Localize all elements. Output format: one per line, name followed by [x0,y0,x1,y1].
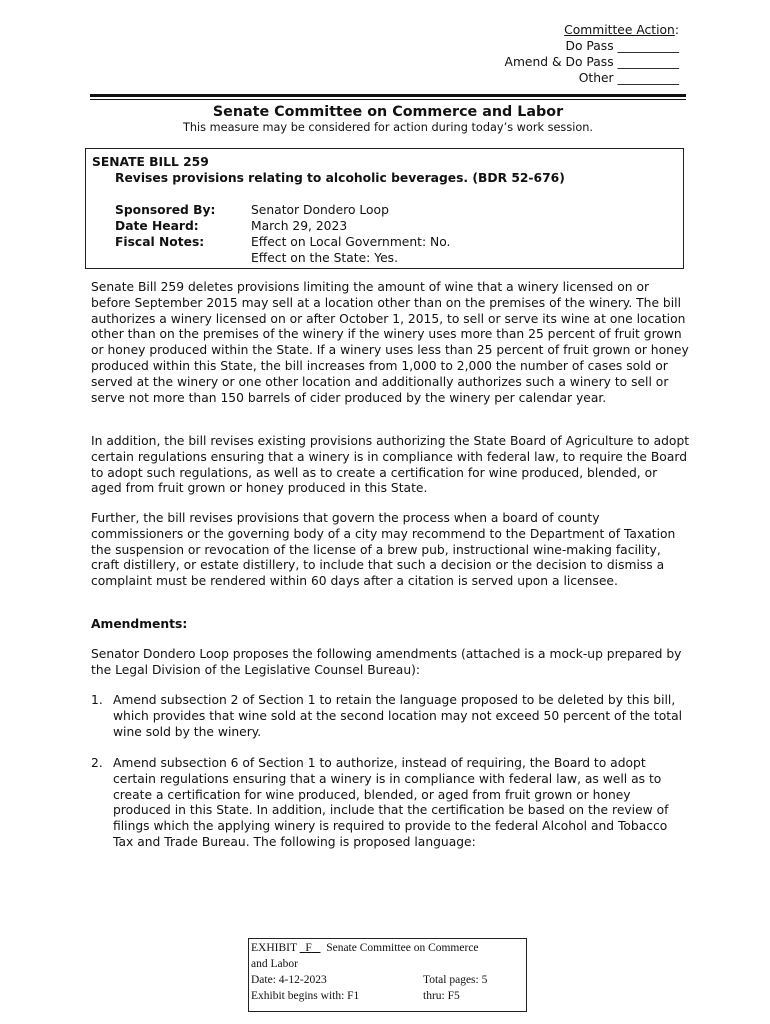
exhibit-label: EXHIBIT [251,942,297,954]
paragraph-summary: Senate Bill 259 deletes provisions limiting the amount of wine that a winery licensed on or before September 2015 may sell at a location other than on the premises of the winery. The bill authorizes a winery licensed on or after October 1, 2015, to sell or serve its wine at one location other than on the premises of the winery if the winery uses more than 25 percent of fruit grown or honey produced within the State. If a winery uses less than 25 percent of fruit grown or honey produced within this State, the bill increases from 1,000 to 2,000 the number of cases sold or served at the winery or one other location and additionally authorizes such a winery to sell or serve not more than 150 barrels of cider produced by the winery per calendar year. [91,280,689,405]
exhibit-committee: Senate Committee on Commerce [326,942,479,954]
list-item [91,693,691,740]
exhibit-date: Date: 4-12-2023 [251,974,327,986]
list-item-number: 1. [91,693,103,707]
committee-action-title: Committee Action [564,23,675,37]
list-item-text: Amend subsection 2 of Section 1 to retain the language proposed to be deleted by this bill, which provides that wine sold at the second location may not exceed 50 percent of the total wine sold by the winery. [113,693,683,739]
exhibit-stamp [248,938,527,1012]
paragraph-amendments-intro: Senator Dondero Loop proposes the following amendments (attached is a mock-up prepared by the Legal Division of the Legislative Counsel Bureau): [91,647,682,677]
exhibit-committee-cont: and Labor [251,958,298,970]
exhibit-letter: F [305,942,312,954]
fiscal-value-state: Effect on the State: Yes. [251,251,398,265]
committee-name: Senate Committee on Commerce and Labor [212,104,564,120]
header-divider-thin [90,99,686,100]
date-label: Date Heard: [115,219,199,233]
exhibit-begins: Exhibit begins with: F1 [251,990,360,1002]
list-item-text: Amend subsection 6 of Section 1 to authorize, instead of requiring, the Board to adopt certain regulations ensuring that a winery is in compliance with federal law, as well as to create a certification for wine produced, blended, or aged from fruit grown or honey produced in this State. In addition, include that the certification be based on the review of filings which the applying winery is required to provide to the federal Alcohol and Tobacco Tax and Trade Bureau. The following is proposed language: [113,756,669,849]
committee-action-block: Committee Action: Do Pass __________ Amend & Do Pass __________ Other __________ [419,22,679,86]
list-item [91,756,691,851]
exhibit-thru: thru: F5 [423,990,460,1002]
paragraph-licensing: Further, the bill revises provisions that govern the process when a board of county commissioners or the governing body of a city may recommend to the Department of Taxation the suspension or revocation of the license of a brew pub, instructional wine-making facility, craft distillery, or estate distillery, to include that such a decision or the decision to dismiss a complaint must be rendered within 60 days after a citation is served upon a licensee. [91,511,676,589]
date-value: March 29, 2023 [251,219,348,233]
amend-do-pass-line: Amend & Do Pass __________ [504,55,679,69]
sponsored-label: Sponsored By: [115,203,216,217]
other-line: Other __________ [578,71,679,85]
session-note: This measure may be considered for action during today’s work session. [182,121,594,134]
sponsored-value: Senator Dondero Loop [251,203,389,217]
fiscal-row [115,235,450,249]
list-item-number: 2. [91,756,103,770]
bill-info-box [85,148,684,269]
paragraph-board: In addition, the bill revises existing provisions authorizing the State Board of Agriculture to adopt certain regulations ensuring that a winery is in compliance with federal law, to require the Board to adopt such regulations, as well as to create a certification for wine produced, blended, or aged from fruit grown or honey produced in this State. [91,434,690,496]
fiscal-value-local: Effect on Local Government: No. [251,235,451,249]
exhibit-total-pages: Total pages: 5 [423,974,488,986]
fiscal-label: Fiscal Notes: [115,235,205,249]
bill-number: SENATE BILL 259 [92,155,209,169]
date-row [115,219,347,233]
bill-summary: Revises provisions relating to alcoholic beverages. (BDR 52-676) [115,171,565,185]
sponsored-row [115,203,389,217]
amendments-heading: Amendments: [91,617,188,631]
do-pass-line: Do Pass __________ [565,39,679,53]
header-divider-thick [90,94,686,97]
fiscal-row-2 [115,251,398,265]
